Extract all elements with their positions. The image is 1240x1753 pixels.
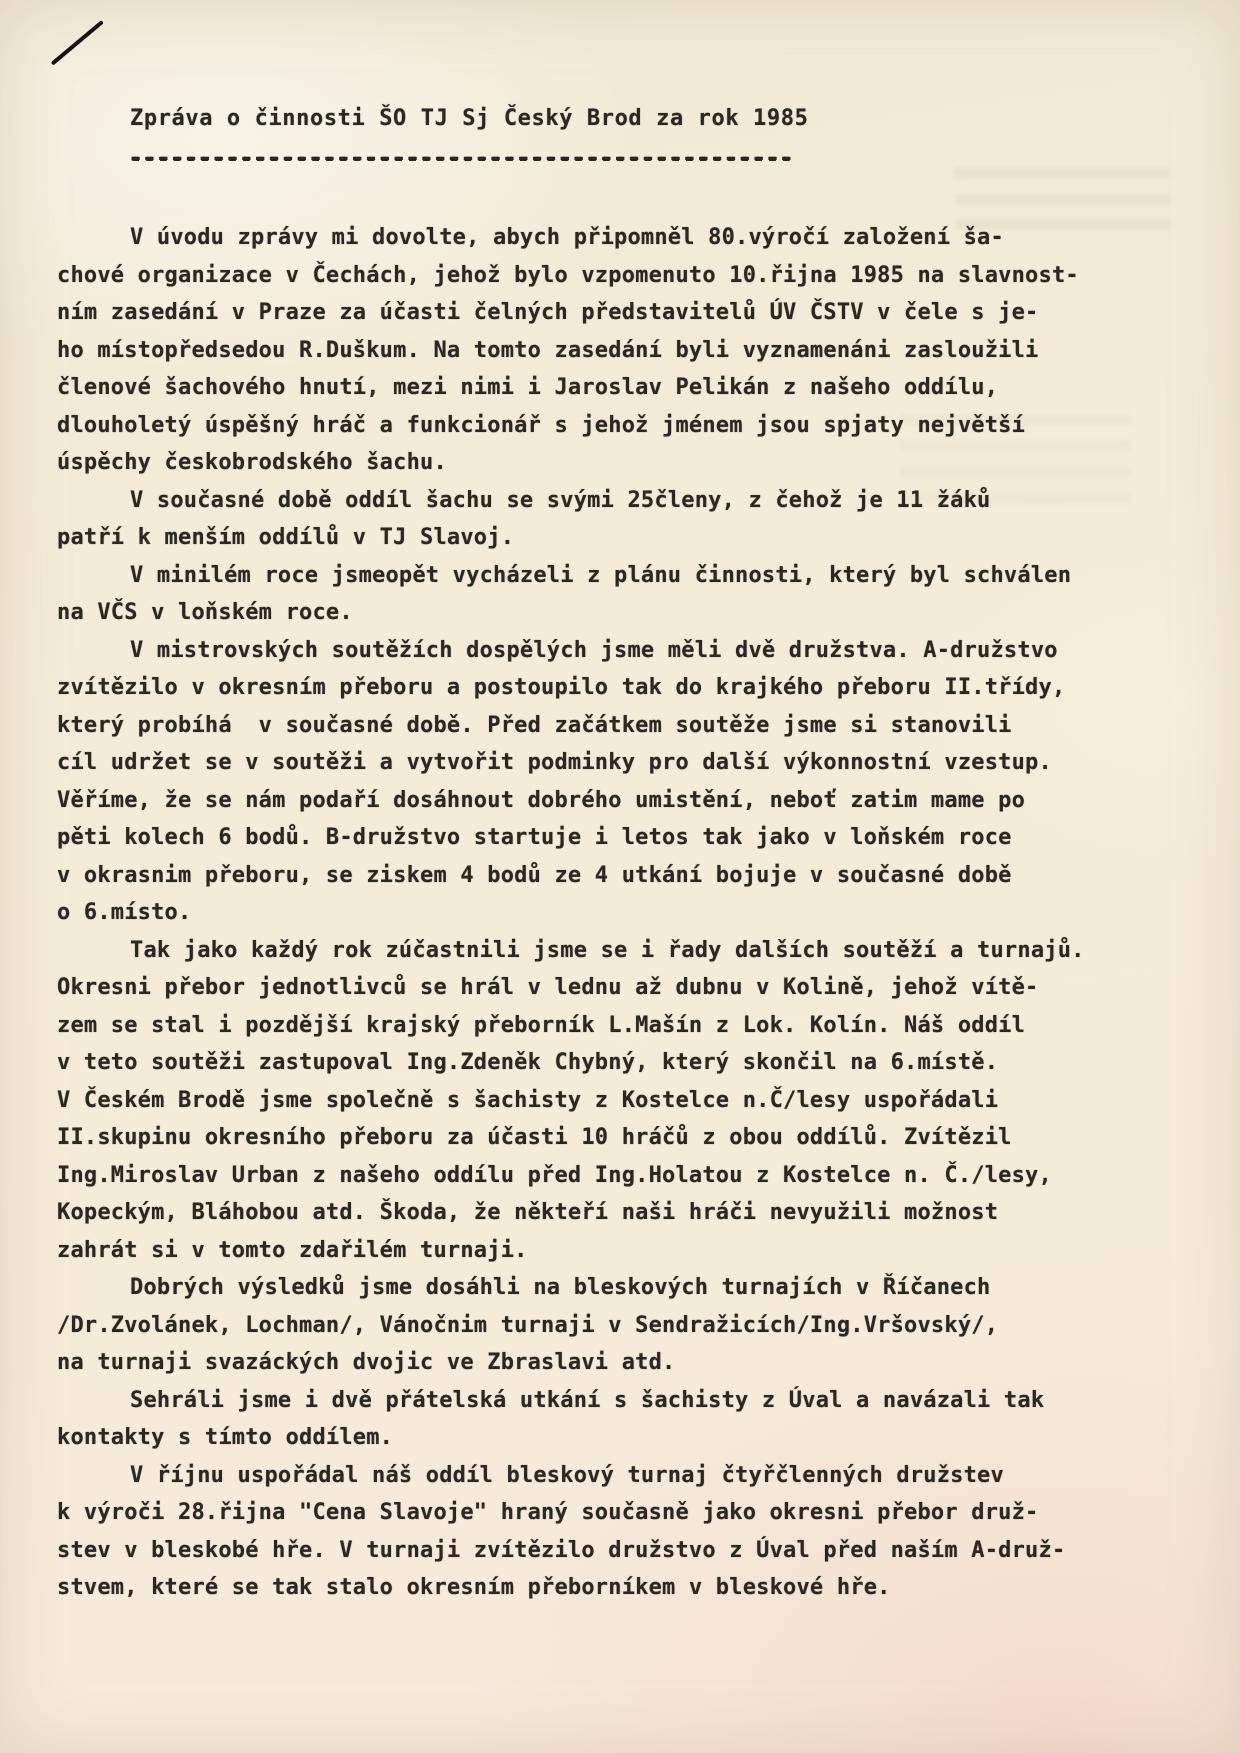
text-line: V úvodu zprávy mi dovolte, abych připomněl 80.výročí založení ša- <box>130 225 1004 250</box>
text-line: k výroči 28.řijna "Cena Slavoje" hraný současně jako okresni přebor druž- <box>57 1500 1039 1525</box>
text-line: V současné době oddíl šachu se svými 25členy, z čehož je 11 žáků <box>130 487 991 513</box>
text-line: o 6.místo. <box>57 900 192 925</box>
text-line: Kopeckým, Bláhobou atd. Škoda, že někteří naši hráči nevyužili možnost <box>57 1200 999 1225</box>
text-line: zahrát si v tomto zdařilém turnaji. <box>57 1237 528 1263</box>
text-line: který probíhá v současné době. Před začátkem soutěže jsme si stanovili <box>57 712 1012 738</box>
text-line: zvítězilo v okresním přeboru a postoupilo tak do krajkého přeboru II.třídy, <box>57 675 1066 700</box>
text-line: na VČS v loňském roce. <box>57 600 353 625</box>
text-line: ním zasedání v Praze za účasti čelných představitelů ÚV ČSTV v čele s je- <box>57 300 1039 325</box>
text-line: V mistrovských soutěžích dospělých jsme měli dvě družstva. A-družstvo <box>130 637 1058 663</box>
text-line: V minilém roce jsmeopět vycházeli z plánu činnosti, který byl schválen <box>130 562 1072 588</box>
text-line: Sehráli jsme i dvě přátelská utkání s šachisty z Úval a navázali tak <box>130 1387 1045 1413</box>
text-line: Ing.Miroslav Urban z našeho oddílu před Ing.Holatou z Kostelce n. Č./lesy, <box>57 1162 1052 1188</box>
text-line: členové šachového hnutí, mezi nimi i Jaroslav Pelikán z našeho oddílu, <box>57 375 999 400</box>
text-line: II.skupinu okresního přeboru za účasti 10 hráčů z obou oddílů. Zvítězil <box>57 1125 1012 1150</box>
document-title: Zpráva o činnosti ŠO TJ Sj Český Brod za rok 1985 <box>130 106 809 131</box>
text-line: V říjnu uspořádal náš oddíl bleskový turnaj čtyřčlenných družstev <box>130 1462 1004 1488</box>
text-line: kontakty s tímto oddílem. <box>57 1425 394 1450</box>
text-line: Dobrých výsledků jsme dosáhli na bleskových turnajích v Říčanech <box>130 1275 991 1300</box>
dashed-divider: ------------------------------------------------ <box>129 146 794 171</box>
text-line: patří k menším oddílů v TJ Slavoj. <box>57 525 515 550</box>
text-line: Věříme, že se nám podaří dosáhnout dobrého umistění, neboť zatim mame po <box>57 787 1026 813</box>
text-line: zem se stal i pozdější krajský přeborník L.Mašín z Lok. Kolín. Náš oddíl <box>57 1012 1026 1038</box>
text-line: na turnaji svazáckých dvojic ve Zbraslavi atd. <box>57 1350 676 1375</box>
text-line: V Českém Brodě jsme společně s šachisty z Kostelce n.Č/lesy uspořádali <box>57 1087 999 1113</box>
text-line: cíl udržet se v soutěži a vytvořit podminky pro další výkonnostní vzestup. <box>57 750 1052 775</box>
text-line: v teto soutěži zastupoval Ing.Zdeněk Chybný, který skončil na 6.místě. <box>57 1050 999 1075</box>
text-line: pěti kolech 6 bodů. B-družstvo startuje i letos tak jako v loňském roce <box>57 825 1012 850</box>
text-line: dlouholetý úspěšný hráč a funkcionář s jehož jménem jsou spjaty největší <box>57 412 1026 438</box>
text-line: stvem, které se tak stalo okresním přeborníkem v bleskové hře. <box>57 1575 891 1600</box>
text-line: ho místopředsedou R.Duškum. Na tomto zasedání byli vyznamenáni zasloužili <box>57 337 1039 363</box>
text-line: /Dr.Zvolánek, Lochman/, Vánočnim turnaji v Sendražicích/Ing.Vršovský/, <box>57 1312 999 1338</box>
text-line: úspěchy českobrodského šachu. <box>57 450 447 475</box>
text-line: stev v bleskobé hře. V turnaji zvítězilo družstvo z Úval před naším A-druž- <box>57 1537 1066 1563</box>
text-line: Okresni přebor jednotlivců se hrál v lednu až dubnu v Kolině, jehož vítě- <box>57 975 1039 1000</box>
text-line: v okrasnim přeboru, se ziskem 4 bodů ze 4 utkání bojuje v současné době <box>57 862 1012 888</box>
text-line: chové organizace v Čechách, jehož bylo vzpomenuto 10.řijna 1985 na slavnost- <box>57 262 1079 288</box>
pen-stroke-mark <box>51 20 104 65</box>
text-line: Tak jako každý rok zúčastnili jsme se i řady dalších soutěží a turnajů. <box>130 937 1085 963</box>
document-body <box>57 219 1207 1607</box>
